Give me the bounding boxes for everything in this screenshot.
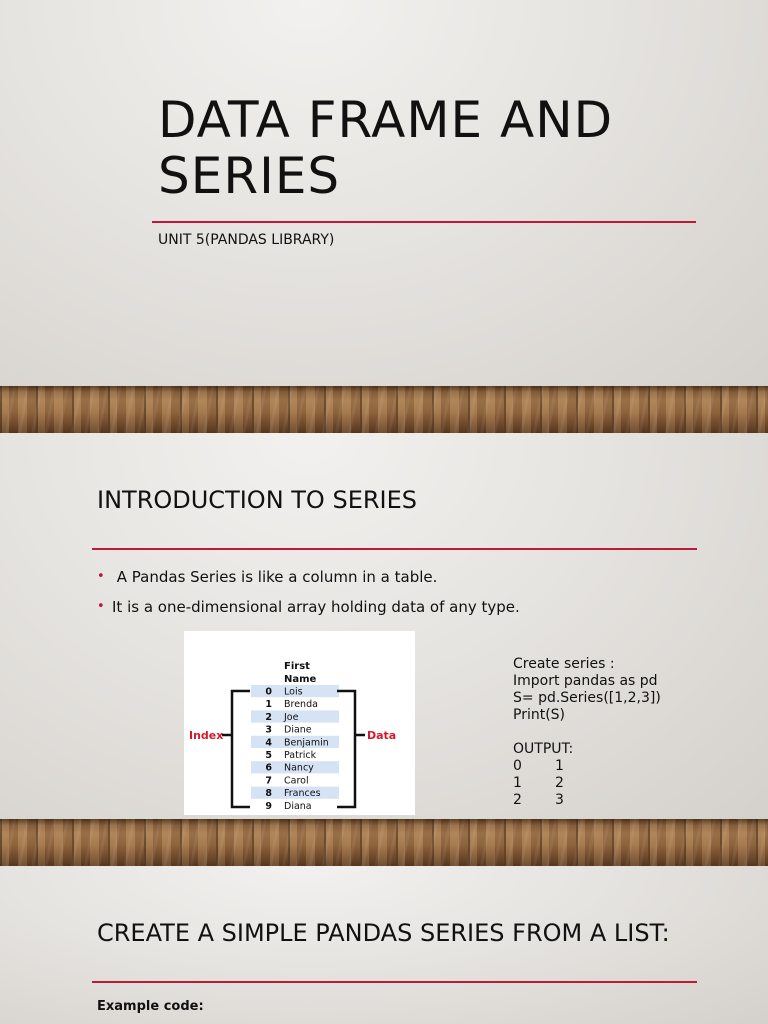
wood-floor-divider bbox=[0, 386, 768, 433]
row-name: Diana bbox=[284, 800, 312, 812]
column-header-first: First bbox=[284, 661, 310, 672]
row-index: 3 bbox=[265, 724, 272, 736]
slide-title-heading: DATA FRAME AND SERIES bbox=[158, 91, 614, 205]
row-index: 9 bbox=[265, 800, 272, 812]
row-name: Joe bbox=[284, 711, 299, 723]
row-name: Brenda bbox=[284, 699, 318, 711]
output-index: 0 bbox=[513, 758, 522, 774]
example-code-label: Example code: bbox=[97, 999, 204, 1014]
row-index: 5 bbox=[265, 750, 272, 761]
bullet-text: A Pandas Series is like a column in a table. bbox=[112, 568, 438, 586]
slide-subtitle: UNIT 5(PANDAS LIBRARY) bbox=[158, 232, 335, 248]
bullet-item bbox=[97, 566, 520, 596]
row-index: 6 bbox=[265, 762, 272, 774]
row-name: Benjamin bbox=[284, 737, 329, 749]
bullet-icon: • bbox=[97, 599, 105, 614]
intro-divider bbox=[92, 548, 697, 550]
bullet-icon: • bbox=[97, 569, 105, 584]
data-label: Data bbox=[367, 729, 397, 742]
output-label: OUTPUT: bbox=[513, 741, 574, 757]
row-index: 4 bbox=[265, 737, 272, 749]
row-index: 0 bbox=[265, 686, 272, 698]
row-index: 8 bbox=[265, 788, 272, 800]
series-diagram-svg bbox=[184, 631, 415, 815]
output-index: 2 bbox=[513, 792, 522, 808]
index-label: Index bbox=[189, 729, 224, 742]
intro-heading: INTRODUCTION TO SERIES bbox=[97, 486, 418, 514]
title-divider bbox=[152, 221, 696, 223]
row-index: 7 bbox=[265, 775, 272, 787]
output-row bbox=[513, 775, 661, 792]
code-line: Import pandas as pd bbox=[513, 673, 658, 689]
column-header-name: Name bbox=[284, 674, 317, 685]
output-value: 1 bbox=[555, 758, 564, 774]
row-name: Carol bbox=[284, 775, 309, 787]
code-line: Print(S) bbox=[513, 707, 566, 723]
code-line: Create series : bbox=[513, 656, 615, 672]
row-name: Patrick bbox=[284, 750, 317, 761]
output-row bbox=[513, 792, 661, 809]
series-diagram bbox=[184, 631, 415, 815]
output-value: 3 bbox=[555, 792, 564, 808]
slide-title bbox=[0, 0, 768, 386]
wood-floor-divider bbox=[0, 819, 768, 866]
row-name: Lois bbox=[284, 686, 303, 698]
output-row bbox=[513, 758, 661, 775]
create-series-heading: CREATE A SIMPLE PANDAS SERIES FROM A LIST: bbox=[97, 919, 670, 947]
row-name: Frances bbox=[284, 788, 321, 800]
row-index: 1 bbox=[265, 699, 272, 711]
bullet-text: It is a one-dimensional array holding data of any type. bbox=[112, 598, 520, 616]
row-name: Nancy bbox=[284, 762, 314, 774]
intro-bullet-list bbox=[97, 566, 520, 626]
output-value: 2 bbox=[555, 775, 564, 791]
row-index: 2 bbox=[265, 711, 272, 723]
index-bracket bbox=[232, 691, 250, 807]
bullet-item bbox=[97, 596, 520, 626]
output-index: 1 bbox=[513, 775, 522, 791]
series-rows bbox=[251, 685, 339, 812]
code-line: S= pd.Series([1,2,3]) bbox=[513, 690, 661, 706]
create-series-divider bbox=[92, 981, 697, 983]
data-bracket bbox=[337, 691, 355, 807]
code-spacer bbox=[513, 724, 661, 741]
code-example bbox=[513, 656, 661, 809]
row-name: Diane bbox=[284, 724, 312, 736]
